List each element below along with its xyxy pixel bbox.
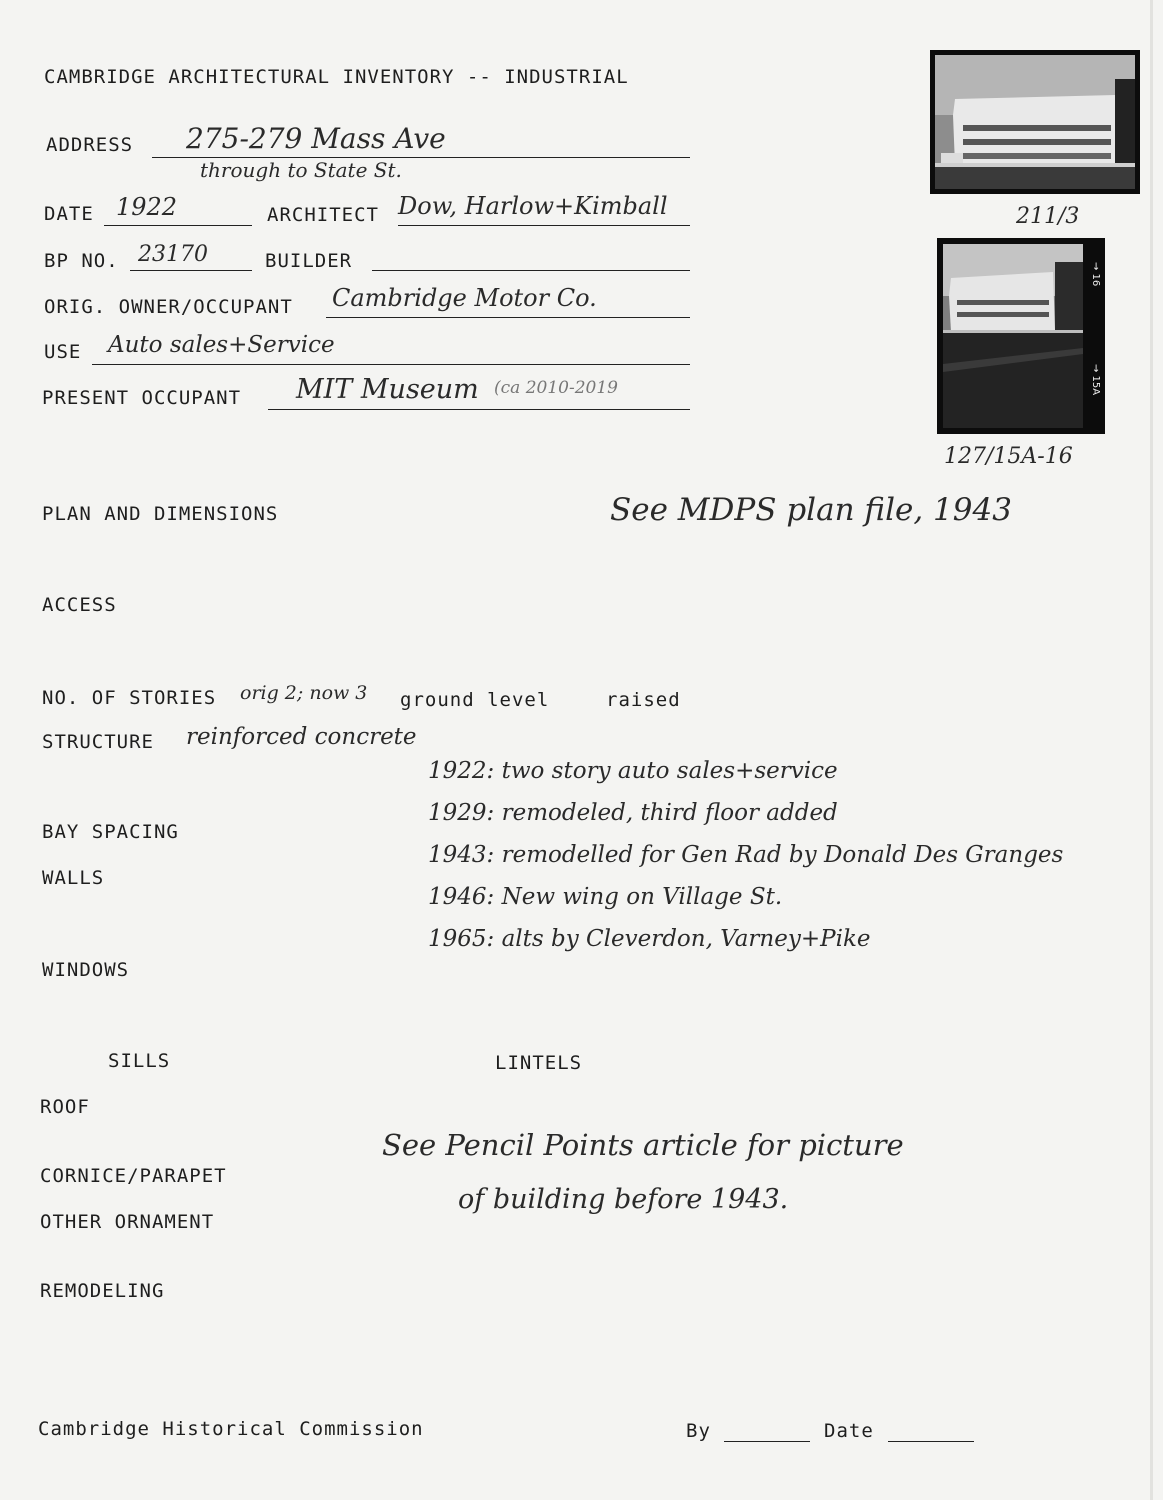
photo-2-caption: 127/15A-16 xyxy=(944,444,1073,469)
commission-footer: Cambridge Historical Commission xyxy=(38,1418,424,1440)
building-photo-1 xyxy=(930,50,1140,194)
sills-label: SILLS xyxy=(108,1050,171,1072)
lintels-label: LINTELS xyxy=(495,1052,583,1074)
bay-spacing-label: BAY SPACING xyxy=(42,821,179,843)
orig-owner-value: Cambridge Motor Co. xyxy=(332,284,597,312)
history-entry: 1922: two story auto sales+service xyxy=(428,758,838,784)
photo-2-frame-top: → 16 xyxy=(1090,262,1101,287)
use-line xyxy=(92,364,690,365)
use-value: Auto sales+Service xyxy=(108,332,335,358)
builder-line xyxy=(372,270,690,271)
building-photo-1-image xyxy=(935,55,1135,189)
footer-date-label: Date xyxy=(824,1420,874,1442)
bp-no-line xyxy=(130,270,252,271)
by-label: By xyxy=(686,1420,711,1442)
architect-value: Dow, Harlow+Kimball xyxy=(398,192,668,220)
structure-label: STRUCTURE xyxy=(42,731,154,753)
orig-owner-label: ORIG. OWNER/OCCUPANT xyxy=(44,296,293,318)
photo-1-caption: 211/3 xyxy=(1016,204,1080,229)
by-line xyxy=(724,1441,810,1442)
history-entry: 1946: New wing on Village St. xyxy=(428,884,783,910)
scan-edge-mark xyxy=(1150,0,1153,1500)
form-header: CAMBRIDGE ARCHITECTURAL INVENTORY -- INDUSTRIAL xyxy=(44,66,629,88)
plan-dimensions-value: See MDPS plan file, 1943 xyxy=(610,492,1012,528)
builder-label: BUILDER xyxy=(265,250,353,272)
present-occupant-line xyxy=(268,409,690,410)
footer-date-line xyxy=(888,1441,974,1442)
ground-level-label: ground level xyxy=(400,689,550,711)
bp-no-label: BP NO. xyxy=(44,250,119,272)
address-label: ADDRESS xyxy=(46,134,134,156)
address-value: 275-279 Mass Ave xyxy=(186,122,446,155)
access-label: ACCESS xyxy=(42,594,117,616)
history-entry: 1943: remodelled for Gen Rad by Donald Des Granges xyxy=(428,842,1064,868)
present-occupant-note: (ca 2010-2019 xyxy=(494,378,618,398)
pencil-points-note: See Pencil Points article for picture xyxy=(382,1128,904,1162)
architect-line xyxy=(398,225,690,226)
pencil-points-note-2: of building before 1943. xyxy=(458,1184,789,1215)
walls-label: WALLS xyxy=(42,867,105,889)
history-entry: 1929: remodeled, third floor added xyxy=(428,800,838,826)
plan-dimensions-label: PLAN AND DIMENSIONS xyxy=(42,503,279,525)
date-label: DATE xyxy=(44,203,94,225)
structure-value: reinforced concrete xyxy=(186,724,417,750)
orig-owner-line xyxy=(326,317,690,318)
use-label: USE xyxy=(44,341,82,363)
history-entry: 1965: alts by Cleverdon, Varney+Pike xyxy=(428,926,871,952)
stories-label: NO. OF STORIES xyxy=(42,687,217,709)
bp-no-value: 23170 xyxy=(138,242,208,267)
date-line xyxy=(104,225,252,226)
present-occupant-value: MIT Museum xyxy=(296,374,479,405)
roof-label: ROOF xyxy=(40,1096,90,1118)
building-photo-2 xyxy=(937,238,1105,434)
address-note: through to State St. xyxy=(200,158,402,182)
windows-label: WINDOWS xyxy=(42,959,130,981)
photo-2-frame-bottom: → 15A xyxy=(1090,364,1101,396)
other-ornament-label: OTHER ORNAMENT xyxy=(40,1211,215,1233)
remodeling-label: REMODELING xyxy=(40,1280,165,1302)
raised-label: raised xyxy=(606,689,681,711)
building-photo-2-image xyxy=(943,244,1083,428)
architect-label: ARCHITECT xyxy=(267,204,379,226)
date-value: 1922 xyxy=(116,193,178,221)
stories-value: orig 2; now 3 xyxy=(240,682,368,704)
present-occupant-label: PRESENT OCCUPANT xyxy=(42,387,242,409)
cornice-label: CORNICE/PARAPET xyxy=(40,1165,227,1187)
